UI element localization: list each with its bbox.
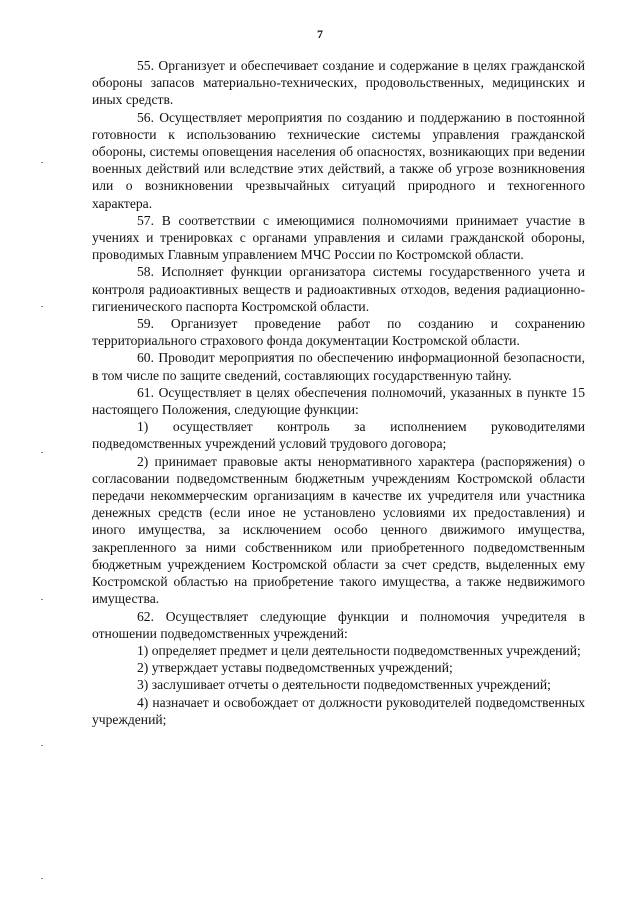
- paragraph-61-item-2: 2) принимает правовые акты ненормативного характера (распоряжения) о согласовании подведомственным бюджетным учреждениям Костромской области передачи некоммерческим организациям в качестве их учредителя или участника денежных средств (если иное не установлено условиями их предоставления) и иного имущества, за исключением особо ценного движимого имущества, закрепленного за ними собственником или приобретенного подведомственным бюджетным учреждением Костромской области за счет средств, выделенных ему Костромской областью на приобретение такого имущества, а также недвижимого имущества.: [92, 453, 585, 607]
- paragraph-59: 59. Организует проведение работ по созданию и сохранению территориального страхового фонда документации Костромской области.: [92, 316, 585, 349]
- paragraph-61: 61. Осуществляет в целях обеспечения полномочий, указанных в пункте 15 настоящего Положения, следующие функции:: [92, 384, 585, 418]
- margin-mark: [41, 599, 43, 600]
- margin-mark: [41, 745, 43, 746]
- margin-mark: [41, 452, 43, 453]
- paragraph-62-item-4: 4) назначает и освобождает от должности руководителей подведомственных учреждений;: [92, 694, 585, 727]
- paragraph-55: 55. Организует и обеспечивает создание и содержание в целях гражданской обороны запасов материально-технических, продовольственных, медицинских и иных средств.: [92, 58, 585, 108]
- paragraph-62-item-3: 3) заслушивает отчеты о деятельности подведомственных учреждений;: [137, 677, 551, 693]
- paragraph-62-item-1: 1) определяет предмет и цели деятельности подведомственных учреждений;: [137, 642, 581, 658]
- paragraph-62: 62. Осуществляет следующие функции и полномочия учредителя в отношении подведомственных учреждений:: [92, 608, 585, 641]
- paragraph-57: 57. В соответствии с имеющимися полномочиями принимает участие в учениях и тренировках с органами управления и силами гражданской обороны, проводимых Главным управлением МЧС России по Костромской области.: [92, 212, 585, 263]
- document-body: [92, 57, 585, 728]
- margin-mark: [41, 306, 43, 307]
- paragraph-62-item-2: 2) утверждает уставы подведомственных учреждений;: [137, 660, 453, 676]
- margin-mark: [41, 162, 43, 163]
- paragraph-61-item-1: 1) осуществляет контроль за исполнением руководителями подведомственных учреждений условий трудового договора;: [92, 419, 585, 452]
- paragraph-56: 56. Осуществляет мероприятия по созданию и поддержанию в постоянной готовности к использованию технические системы управления гражданской обороны, системы оповещения населения об опасностях, возникающих при ведении военных действий или вследствие этих действий, а также об угрозе возникновения или о возникновении чрезвычайных ситуаций природного и техногенного характера.: [92, 109, 585, 211]
- page-number: 7: [317, 27, 323, 41]
- paragraph-60: 60. Проводит мероприятия по обеспечению информационной безопасности, в том числе по защите сведений, составляющих государственную тайну.: [92, 350, 585, 383]
- margin-mark: [41, 878, 43, 879]
- paragraph-58: 58. Исполняет функции организатора системы государственного учета и контроля радиоактивных веществ и радиоактивных отходов, ведения радиационно-гигиенического паспорта Костромской области.: [92, 264, 585, 314]
